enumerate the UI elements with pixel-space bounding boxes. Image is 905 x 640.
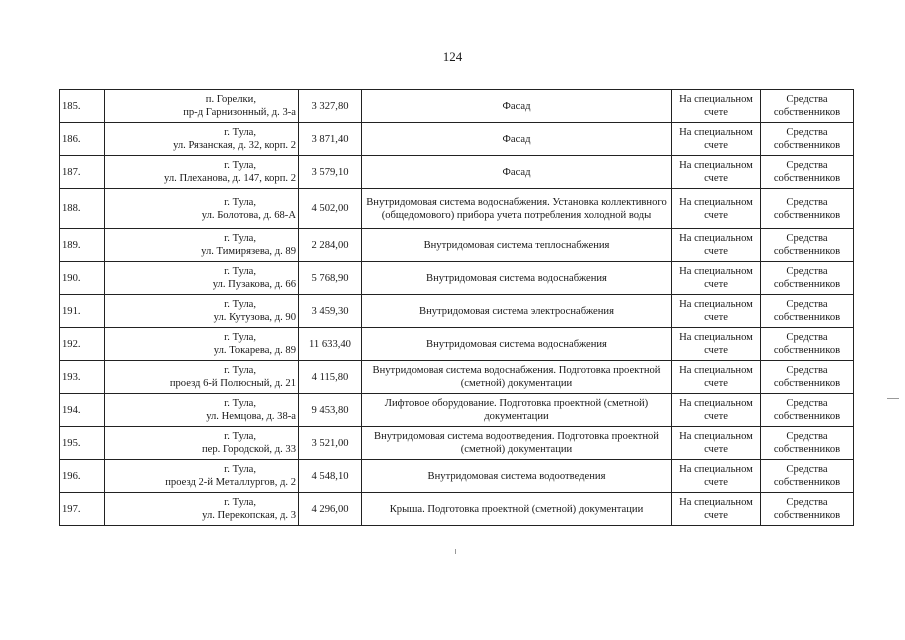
address-street: ул. Болотова, д. 68-А bbox=[201, 209, 296, 221]
fund-method-cell: На специальном счете bbox=[672, 123, 761, 156]
table-row bbox=[60, 229, 854, 262]
registry-body bbox=[60, 90, 854, 526]
address-cell bbox=[105, 229, 299, 262]
scan-mark bbox=[455, 549, 456, 554]
address-cell bbox=[105, 361, 299, 394]
address-street: пр-д Гарнизонный, д. 3-а bbox=[183, 107, 296, 118]
address-locality: г. Тула, bbox=[224, 127, 256, 138]
cost-cell: 3 521,00 bbox=[299, 427, 362, 460]
work-type-cell: Фасад bbox=[362, 156, 672, 189]
row-number: 197. bbox=[60, 493, 105, 526]
address-locality: п. Горелки, bbox=[205, 94, 256, 105]
funding-source-cell: Средства собственников bbox=[761, 427, 854, 460]
cost-cell: 3 579,10 bbox=[299, 156, 362, 189]
funding-source-cell: Средства собственников bbox=[761, 156, 854, 189]
work-type-cell: Внутридомовая система водоснабжения bbox=[362, 328, 672, 361]
row-number: 189. bbox=[60, 229, 105, 262]
fund-method-cell: На специальном счете bbox=[672, 460, 761, 493]
table-row bbox=[60, 460, 854, 493]
table-row bbox=[60, 90, 854, 123]
row-number: 192. bbox=[60, 328, 105, 361]
fund-method-cell: На специальном счете bbox=[672, 328, 761, 361]
fund-method-cell: На специальном счете bbox=[672, 427, 761, 460]
address-cell bbox=[105, 493, 299, 526]
funding-source-cell: Средства собственников bbox=[761, 262, 854, 295]
cost-cell: 3 459,30 bbox=[299, 295, 362, 328]
funding-source-cell: Средства собственников bbox=[761, 229, 854, 262]
cost-cell: 3 327,80 bbox=[299, 90, 362, 123]
row-number: 191. bbox=[60, 295, 105, 328]
address-locality: г. Тула, bbox=[224, 299, 256, 310]
cost-cell: 4 296,00 bbox=[299, 493, 362, 526]
address-street: ул. Токарева, д. 89 bbox=[213, 345, 296, 356]
address-locality: г. Тула, bbox=[224, 365, 256, 376]
address-street: ул. Пузакова, д. 66 bbox=[212, 279, 296, 290]
row-number: 195. bbox=[60, 427, 105, 460]
address-cell bbox=[105, 460, 299, 493]
funding-source-cell: Средства собственников bbox=[761, 394, 854, 427]
address-cell bbox=[105, 156, 299, 189]
work-type-cell: Крыша. Подготовка проектной (сметной) документации bbox=[362, 493, 672, 526]
table-row bbox=[60, 189, 854, 229]
work-type-cell: Внутридомовая система водоснабжения. Подготовка проектной (сметной) документации bbox=[362, 361, 672, 394]
work-type-cell: Внутридомовая система водоснабжения. Установка коллективного (общедомового) прибора учета потребления холодной воды bbox=[362, 189, 672, 229]
work-type-cell: Внутридомовая система водоотведения. Подготовка проектной (сметной) документации bbox=[362, 427, 672, 460]
work-type-cell: Внутридомовая система теплоснабжения bbox=[362, 229, 672, 262]
cost-cell: 9 453,80 bbox=[299, 394, 362, 427]
address-street: проезд 6-й Полюсный, д. 21 bbox=[169, 378, 296, 389]
cost-cell: 5 768,90 bbox=[299, 262, 362, 295]
fund-method-cell: На специальном счете bbox=[672, 229, 761, 262]
cost-cell: 4 115,80 bbox=[299, 361, 362, 394]
fund-method-cell: На специальном счете bbox=[672, 262, 761, 295]
funding-source-cell: Средства собственников bbox=[761, 90, 854, 123]
table-row bbox=[60, 123, 854, 156]
row-number: 190. bbox=[60, 262, 105, 295]
address-street: ул. Плеханова, д. 147, корп. 2 bbox=[164, 173, 296, 184]
fund-method-cell: На специальном счете bbox=[672, 493, 761, 526]
address-locality: г. Тула, bbox=[224, 431, 256, 442]
funding-source-cell: Средства собственников bbox=[761, 493, 854, 526]
address-locality: г. Тула, bbox=[224, 160, 256, 171]
address-locality: г. Тула, bbox=[224, 398, 256, 409]
address-street: ул. Рязанская, д. 32, корп. 2 bbox=[173, 140, 296, 151]
fund-method-cell: На специальном счете bbox=[672, 295, 761, 328]
row-number: 194. bbox=[60, 394, 105, 427]
scan-mark bbox=[887, 398, 899, 399]
address-locality: г. Тула, bbox=[224, 497, 256, 508]
funding-source-cell: Средства собственников bbox=[761, 189, 854, 229]
funding-source-cell: Средства собственников bbox=[761, 328, 854, 361]
table-row bbox=[60, 295, 854, 328]
address-street: ул. Перекопская, д. 3 bbox=[202, 510, 296, 521]
row-number: 193. bbox=[60, 361, 105, 394]
page-number: 124 bbox=[442, 49, 463, 64]
table-row bbox=[60, 328, 854, 361]
funding-source-cell: Средства собственников bbox=[761, 460, 854, 493]
row-number: 187. bbox=[60, 156, 105, 189]
address-cell bbox=[105, 328, 299, 361]
address-cell bbox=[105, 123, 299, 156]
address-locality: г. Тула, bbox=[224, 266, 256, 277]
table-row bbox=[60, 361, 854, 394]
fund-method-cell: На специальном счете bbox=[672, 156, 761, 189]
work-type-cell: Фасад bbox=[362, 123, 672, 156]
address-locality: г. Тула, bbox=[224, 332, 256, 343]
row-number: 186. bbox=[60, 123, 105, 156]
table-row bbox=[60, 493, 854, 526]
address-locality: г. Тула, bbox=[224, 233, 256, 244]
fund-method-cell: На специальном счете bbox=[672, 394, 761, 427]
table-row bbox=[60, 156, 854, 189]
funding-source-cell: Средства собственников bbox=[761, 361, 854, 394]
work-type-cell: Фасад bbox=[362, 90, 672, 123]
address-cell bbox=[105, 189, 299, 229]
address-street: ул. Кутузова, д. 90 bbox=[213, 312, 296, 323]
address-cell bbox=[105, 394, 299, 427]
fund-method-cell: На специальном счете bbox=[672, 361, 761, 394]
row-number: 188. bbox=[60, 189, 105, 229]
cost-cell: 11 633,40 bbox=[299, 328, 362, 361]
table-row bbox=[60, 427, 854, 460]
cost-cell: 4 548,10 bbox=[299, 460, 362, 493]
address-street: ул. Немцова, д. 38-а bbox=[206, 411, 296, 422]
address-street: проезд 2-й Металлургов, д. 2 bbox=[165, 477, 296, 488]
cost-cell: 3 871,40 bbox=[299, 123, 362, 156]
fund-method-cell: На специальном счете bbox=[672, 90, 761, 123]
address-street: ул. Тимирязева, д. 89 bbox=[201, 246, 296, 257]
work-type-cell: Внутридомовая система электроснабжения bbox=[362, 295, 672, 328]
address-cell bbox=[105, 427, 299, 460]
repair-registry-table bbox=[59, 89, 854, 526]
funding-source-cell: Средства собственников bbox=[761, 123, 854, 156]
row-number: 196. bbox=[60, 460, 105, 493]
address-locality: г. Тула, bbox=[224, 196, 256, 208]
address-cell bbox=[105, 262, 299, 295]
address-street: пер. Городской, д. 33 bbox=[202, 444, 296, 455]
fund-method-cell: На специальном счете bbox=[672, 189, 761, 229]
address-locality: г. Тула, bbox=[224, 464, 256, 475]
work-type-cell: Внутридомовая система водоснабжения bbox=[362, 262, 672, 295]
work-type-cell: Внутридомовая система водоотведения bbox=[362, 460, 672, 493]
row-number: 185. bbox=[60, 90, 105, 123]
address-cell bbox=[105, 295, 299, 328]
cost-cell: 2 284,00 bbox=[299, 229, 362, 262]
work-type-cell: Лифтовое оборудование. Подготовка проектной (сметной) документации bbox=[362, 394, 672, 427]
table-row bbox=[60, 262, 854, 295]
cost-cell: 4 502,00 bbox=[299, 189, 362, 229]
address-cell bbox=[105, 90, 299, 123]
table-row bbox=[60, 394, 854, 427]
funding-source-cell: Средства собственников bbox=[761, 295, 854, 328]
